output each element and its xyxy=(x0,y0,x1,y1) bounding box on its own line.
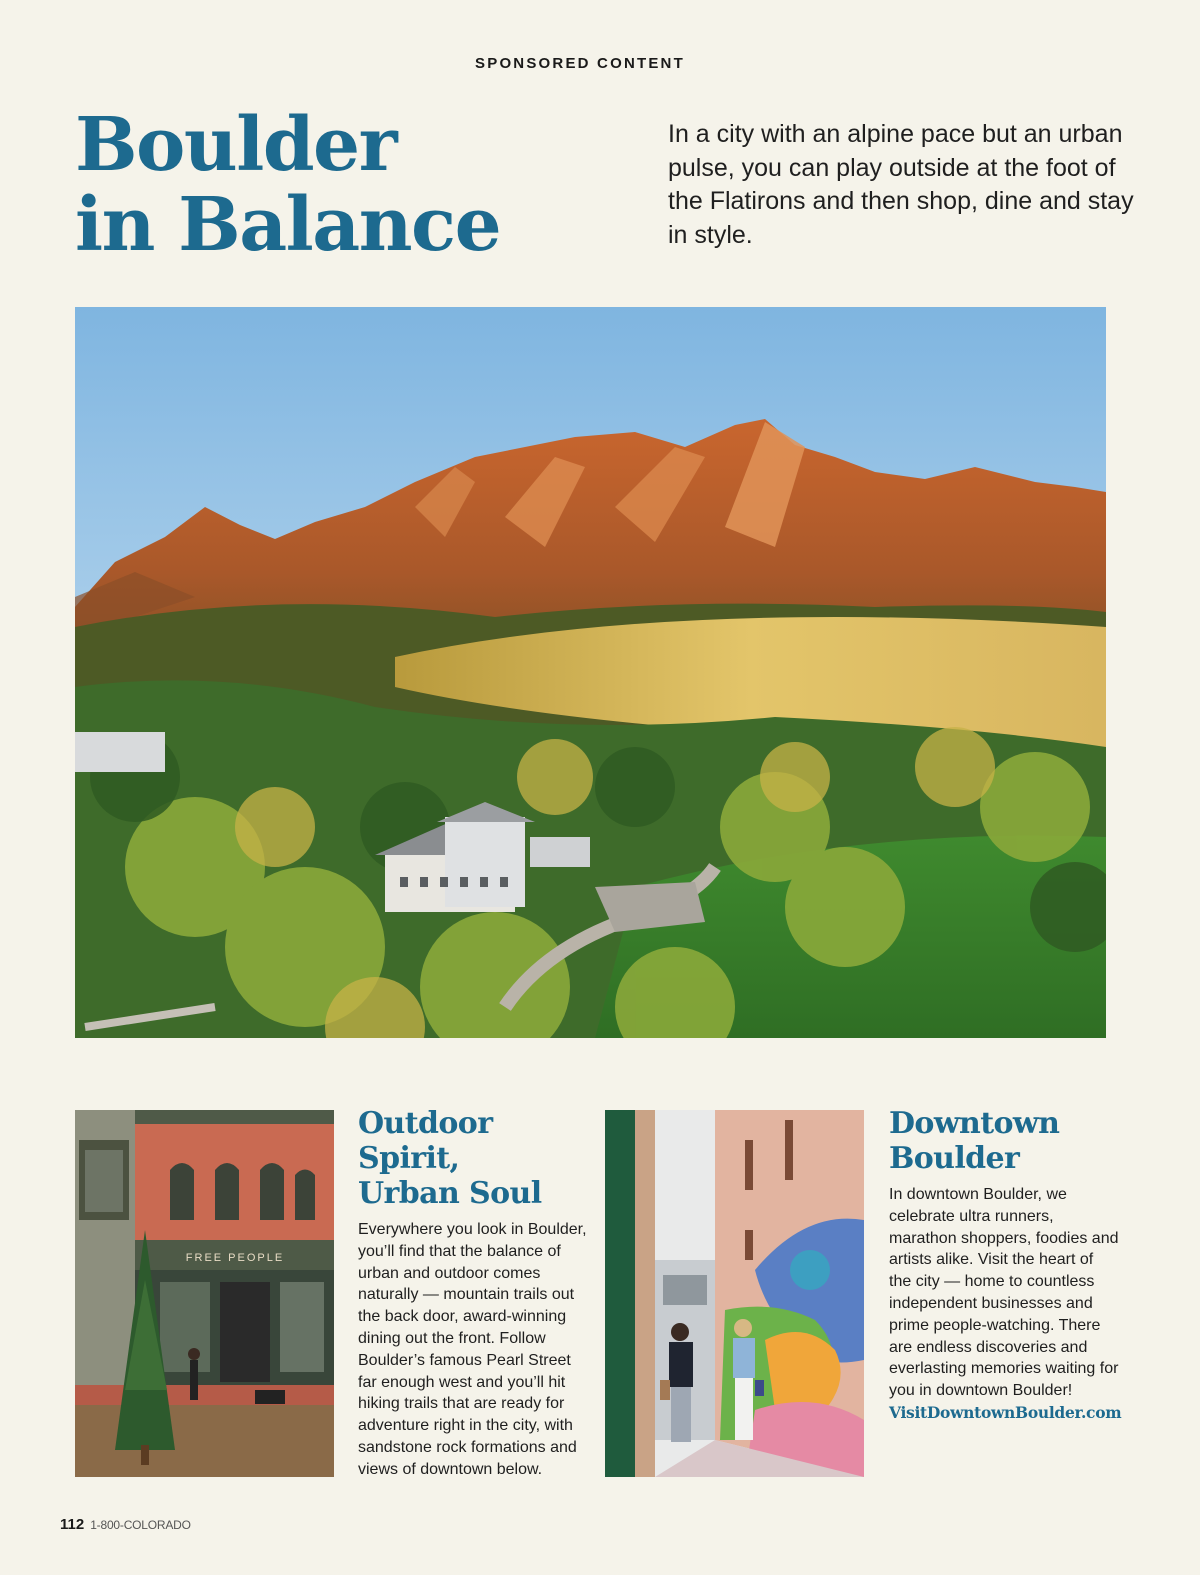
outdoor-spirit-column xyxy=(358,1106,593,1481)
storefront-photo xyxy=(75,1110,334,1477)
headline-line-1: Boulder xyxy=(75,102,397,188)
downtown-boulder-body: In downtown Boulder, we celebrate ultra runners, marathon shoppers, foodies and artists alike. Visit the heart of the city — home to countless independent businesses and prime people-watching. There are endless discoveries and everlasting memories waiting for you in downtown Boulder! xyxy=(889,1186,1119,1400)
downtown-boulder-column xyxy=(889,1106,1122,1424)
outdoor-spirit-heading xyxy=(358,1106,593,1211)
downtown-boulder-heading-line-2: Boulder xyxy=(889,1141,1020,1176)
hero-photo-flatirons xyxy=(75,307,1106,1038)
outdoor-spirit-body: Everywhere you look in Boulder, you’ll find that the balance of urban and outdoor comes naturally — mountain trails out the back door, award-winning dining out the front. Follow Boulder’s famous Pearl Street far enough west and you’ll hit hiking trails that are ready for adventure right in the city, with sandstone rock formations and views of downtown below. xyxy=(358,1221,587,1478)
outdoor-spirit-heading-line-1: Outdoor Spirit, xyxy=(358,1106,493,1176)
intro-dek: In a city with an alpine pace but an urban pulse, you can play outside at the foot of the Flatirons and then shop, dine and stay in style. xyxy=(668,120,1134,249)
downtown-boulder-heading-line-1: Downtown xyxy=(889,1106,1060,1141)
sponsored-eyebrow: SPONSORED CONTENT xyxy=(475,55,685,72)
footer-phone: 1-800-COLORADO xyxy=(90,1518,191,1532)
downtown-boulder-heading xyxy=(889,1106,1119,1176)
page-headline xyxy=(75,102,595,268)
storefront-sign-text: FREE PEOPLE xyxy=(185,1252,285,1264)
visit-downtown-boulder-link[interactable]: VisitDowntownBoulder.com xyxy=(889,1402,1122,1422)
headline-line-2: in Balance xyxy=(75,182,501,268)
outdoor-spirit-heading-line-2: Urban Soul xyxy=(358,1176,542,1211)
page-footer xyxy=(60,1516,191,1533)
mural-alley-photo xyxy=(605,1110,864,1477)
page-number: 112 xyxy=(60,1516,85,1533)
